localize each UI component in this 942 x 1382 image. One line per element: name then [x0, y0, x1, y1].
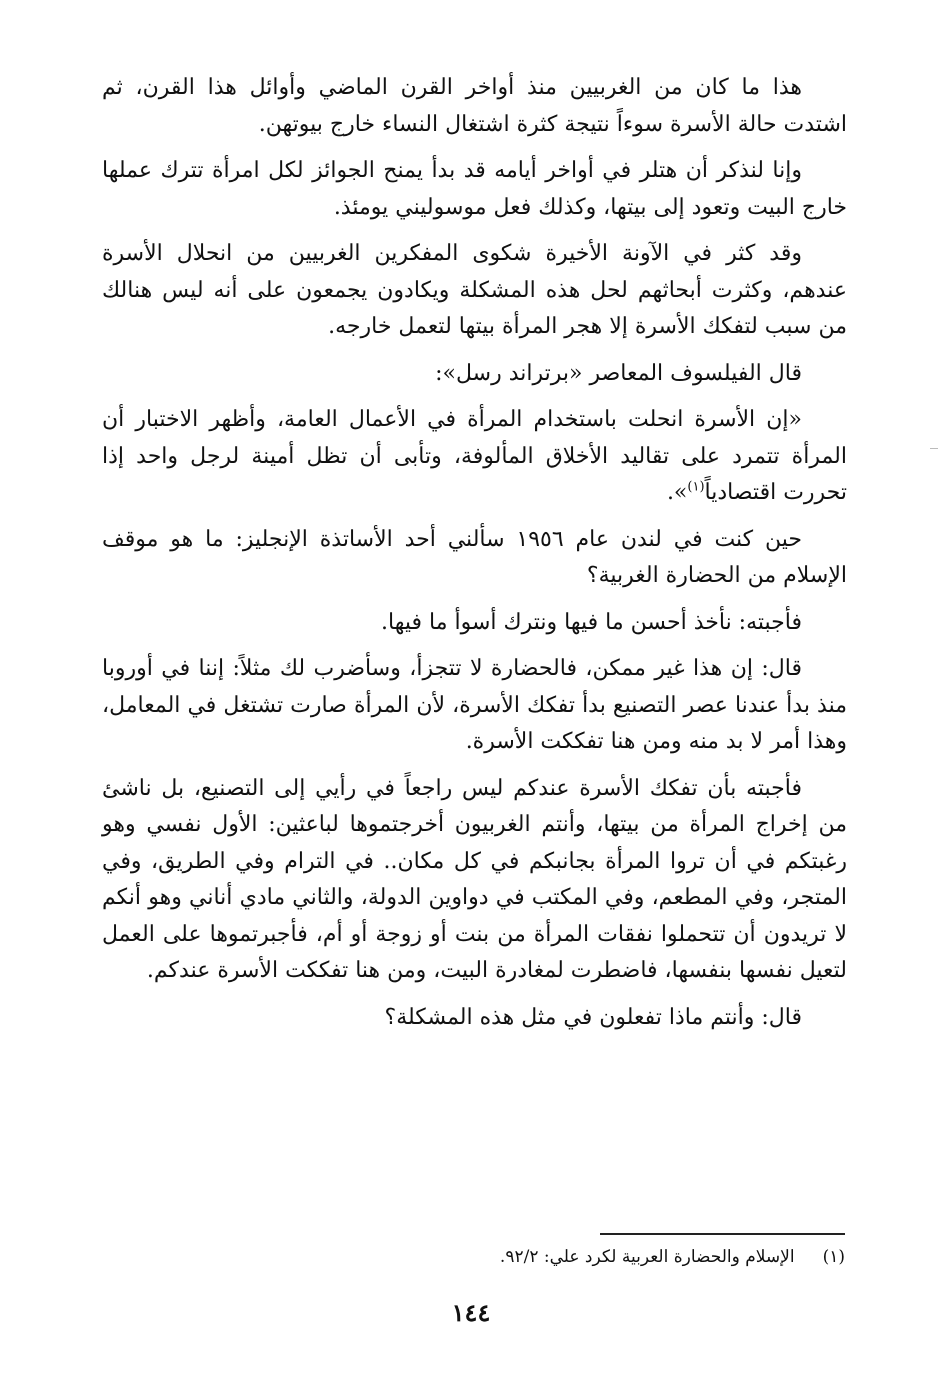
- footnote-divider: [600, 1233, 845, 1235]
- body-text: [102, 70, 847, 1046]
- quote-text: «إن الأسرة انحلت باستخدام المرأة في الأعمال العامة، وأظهر الاختبار أن المرأة تتمرد على تقاليد الأخلاق المألوفة، وتأبى أن تظل أمينة لرجل واحد إذا تحررت اقتصادياً: [102, 407, 847, 505]
- quote-close: ».: [666, 480, 688, 505]
- paragraph-2: وإنا لنذكر أن هتلر في أواخر أيامه قد بدأ يمنح الجوائز لكل امرأة تترك عملها خارج البيت وتعود إلى بيتها، وكذلك فعل موسوليني يومئذ.: [102, 158, 847, 220]
- footnote: [100, 1244, 845, 1270]
- paragraph-10: قال: وأنتم ماذا تفعلون في مثل هذه المشكلة؟: [384, 1004, 802, 1030]
- paragraph-9: فأجبته بأن تفكك الأسرة عندكم ليس راجعاً في رأيي إلى التصنيع، بل ناشئ من إخراج المرأة من بيتها، وأنتم الغربيون أخرجتموها لباعثين: الأول نفسي وهو رغبتكم في أن تروا المرأة بجانبكم في كل مكان.. في الترام وفي الطريق، وفي المتجر، وفي المطعم، وفي المكتب في دواوين الدولة، والثاني مادي أناني وهو أنكم لا تريدون أن تتحملوا نفقات المرأة من بنت أو زوجة أو أم، فأجبرتموها على العمل لتعيل نفسها بنفسها، فاضطرت لمغادرة البيت، ومن هنا تفككت الأسرة عندكم.: [102, 775, 847, 983]
- paragraph-4: قال الفيلسوف المعاصر «برتراند رسل»:: [435, 360, 802, 386]
- paragraph-7: فأجبته: نأخذ أحسن ما فيها ونترك أسوأ ما فيها.: [381, 609, 802, 635]
- paragraph-1: هذا ما كان من الغربيين منذ أواخر القرن الماضي وأوائل هذا القرن، ثم اشتدت حالة الأسرة سوءاً نتيجة كثرة اشتغال النساء خارج بيوتهن.: [102, 75, 847, 137]
- paragraph-3: وقد كثر في الآونة الأخيرة شكوى المفكرين الغربيين من انحلال الأسرة عندهم، وكثرت أبحاثهم لحل هذه المشكلة ويكادون يجمعون على أنه ليس هنالك من سبب لتفكك الأسرة إلا هجر المرأة بيتها لتعمل خارجه.: [102, 241, 847, 339]
- page-number: ١٤٤: [451, 1298, 491, 1327]
- paragraph-8: قال: إن هذا غير ممكن، فالحضارة لا تتجزأ، وسأضرب لك مثلاً: إننا في أوروبا منذ بدأ عندنا عصر التصنيع بدأ تفكك الأسرة، لأن المرأة صارت تشتغل في المعامل، وهذا أمر لا بد منه ومن هنا تفككت الأسرة.: [102, 656, 847, 754]
- footnote-reference: (١): [687, 479, 705, 495]
- paragraph-6: حين كنت في لندن عام ١٩٥٦ سألني أحد الأساتذة الإنجليز: ما هو موقف الإسلام من الحضارة الغربية؟: [102, 526, 847, 588]
- quote-paragraph: [102, 402, 847, 512]
- margin-mark: [930, 448, 938, 449]
- footnote-text: الإسلام والحضارة العربية لكرد علي: ٩٢/٢.: [499, 1247, 795, 1267]
- footnote-number: (١): [822, 1247, 845, 1267]
